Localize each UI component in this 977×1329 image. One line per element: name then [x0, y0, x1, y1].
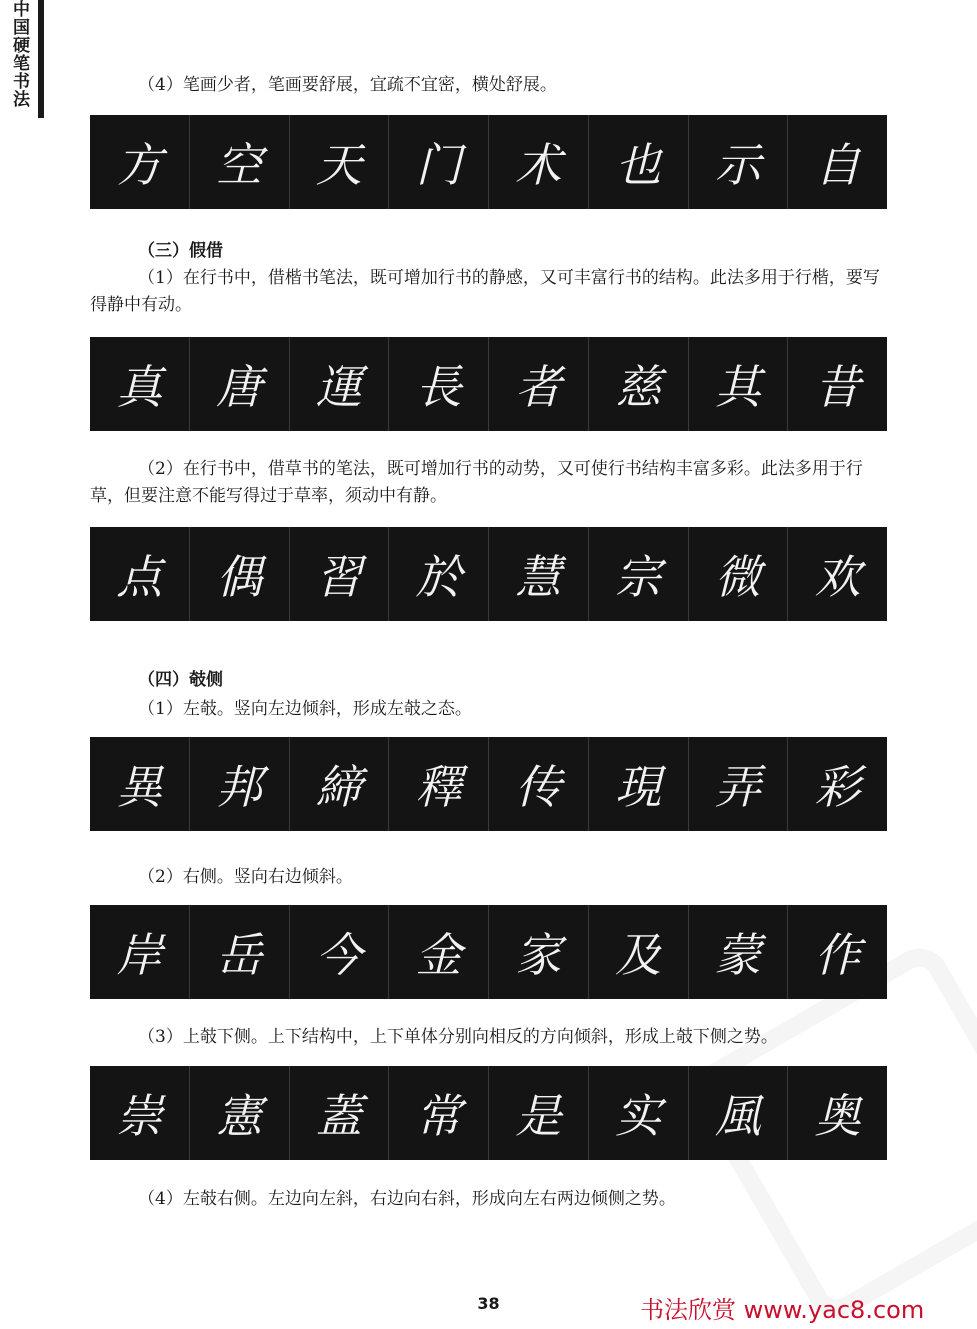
char-cell: 欢: [814, 550, 861, 604]
para-4: （1）左攲。竖向左边倾斜，形成左攲之态。: [138, 699, 472, 719]
char-cell: 金: [389, 905, 489, 999]
char-cell: 邦: [190, 737, 290, 831]
char-cell: 崇: [90, 1066, 190, 1160]
char-strip-4: [90, 737, 887, 831]
char-strip-1: [90, 115, 887, 209]
char-cell: 实: [589, 1066, 689, 1160]
char-cell: 昔: [814, 360, 861, 414]
char-cell: 慧: [489, 527, 589, 621]
side-tab: [0, 0, 44, 120]
site-watermark: 书法欣赏 www.yac8.com: [640, 1296, 925, 1324]
char-cell: 現: [589, 737, 689, 831]
para-1: （4）笔画少者，笔画要舒展，宜疏不宜密，横处舒展。: [138, 75, 557, 95]
char-cell: 空: [190, 115, 290, 209]
char-strip-2: [90, 337, 887, 431]
char-cell: 奥: [814, 1089, 861, 1143]
char-cell: 習: [290, 527, 390, 621]
para-6: （3）上攲下侧。上下结构中，上下单体分别向相反的方向倾斜，形成上攲下侧之势。: [138, 1027, 778, 1047]
char-cell: 自: [814, 138, 861, 192]
char-cell: 於: [389, 527, 489, 621]
char-cell: 传: [489, 737, 589, 831]
char-cell: 風: [689, 1066, 789, 1160]
char-cell: 常: [389, 1066, 489, 1160]
char-strip-6: [90, 1066, 887, 1160]
para-7: （4）左攲右侧。左边向左斜，右边向右斜，形成向左右两边倾侧之势。: [138, 1189, 676, 1209]
para-3: （2）在行书中，借草书的笔法，既可增加行书的动势，又可使行书结构丰富多彩。此法多用于行草，但要注意不能写得过于草率，须动中有静。: [90, 459, 863, 506]
char-cell: 憲: [190, 1066, 290, 1160]
char-cell: 締: [290, 737, 390, 831]
char-cell: 真: [90, 337, 190, 431]
para-2: （1）在行书中，借楷书笔法，既可增加行书的静感，又可丰富行书的结构。此法多用于行楷，要写得静中有动。: [90, 268, 880, 315]
side-tab-bar: [38, 0, 44, 118]
char-cell: 唐: [190, 337, 290, 431]
char-cell: 术: [489, 115, 589, 209]
char-cell: 長: [389, 337, 489, 431]
char-cell: 異: [90, 737, 190, 831]
char-cell: 偶: [190, 527, 290, 621]
char-cell: 是: [489, 1066, 589, 1160]
char-cell: 门: [389, 115, 489, 209]
char-cell: 点: [90, 527, 190, 621]
char-cell: 岳: [190, 905, 290, 999]
char-cell: 宗: [589, 527, 689, 621]
char-cell: 弄: [689, 737, 789, 831]
char-cell: 示: [689, 115, 789, 209]
char-cell: 及: [589, 905, 689, 999]
char-cell: 作: [814, 928, 861, 982]
char-strip-5: [90, 905, 887, 999]
char-cell: 也: [589, 115, 689, 209]
side-tab-title: 中国硬笔书法: [9, 0, 29, 108]
char-cell: 慈: [589, 337, 689, 431]
char-cell: 方: [90, 115, 190, 209]
char-cell: 家: [489, 905, 589, 999]
char-cell: 天: [290, 115, 390, 209]
char-strip-3: [90, 527, 887, 621]
char-cell: 釋: [389, 737, 489, 831]
char-cell: 微: [689, 527, 789, 621]
page-number: 38: [477, 1294, 500, 1313]
char-cell: 其: [689, 337, 789, 431]
para-5: （2）右侧。竖向右边倾斜。: [138, 867, 353, 887]
char-cell: 蒙: [689, 905, 789, 999]
heading-jice: （四）攲侧: [138, 670, 223, 690]
char-cell: 蓋: [290, 1066, 390, 1160]
char-cell: 者: [489, 337, 589, 431]
heading-jiajie: （三）假借: [138, 241, 223, 261]
char-cell: 運: [290, 337, 390, 431]
char-cell: 彩: [814, 760, 861, 814]
char-cell: 岸: [90, 905, 190, 999]
char-cell: 今: [290, 905, 390, 999]
